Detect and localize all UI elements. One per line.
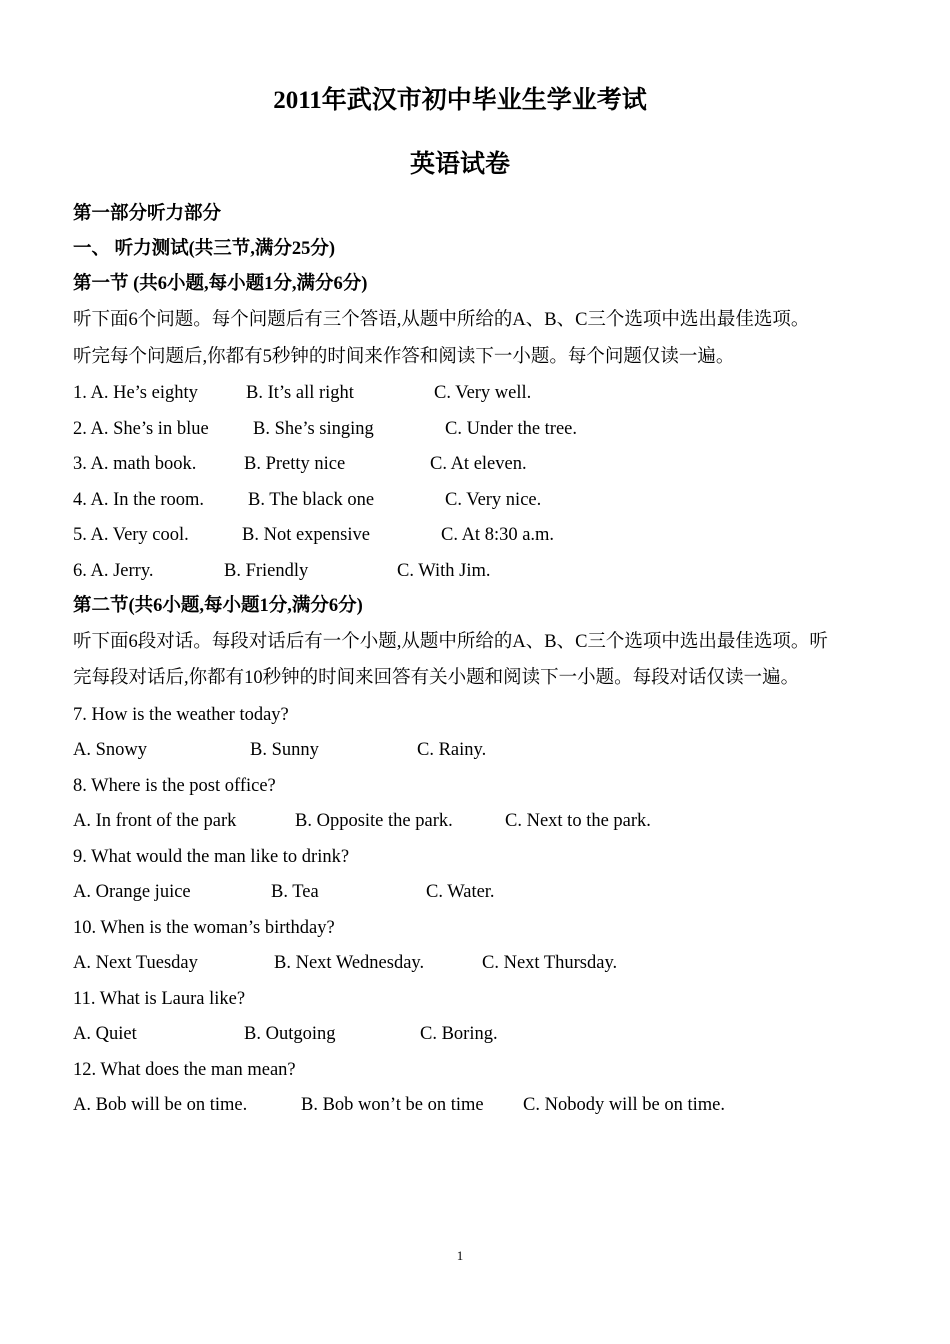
option-c: C. Very well.: [434, 383, 532, 403]
option-b: B. Not expensive: [242, 525, 370, 545]
option-a: 5. A. Very cool.: [73, 525, 189, 545]
option-b: B. Bob won’t be on time: [301, 1095, 484, 1115]
option-a: 4. A. In the room.: [73, 490, 205, 510]
option-c: C. Rainy.: [417, 740, 487, 760]
option-a: A. Next Tuesday: [73, 953, 198, 973]
option-a: 3. A. math book.: [73, 454, 197, 474]
option-b: B. Friendly: [224, 561, 309, 581]
option-b: B. Sunny: [250, 740, 319, 760]
option-c: C. Boring.: [420, 1024, 498, 1044]
option-a: A. In front of the park: [73, 811, 237, 831]
option-b: B. Tea: [271, 882, 319, 902]
page-number: 1: [456, 1248, 464, 1263]
section2-instruction: 完每段对话后,你都有10秒钟的时间来回答有关小题和阅读下一小题。每段对话仅读一遍。: [73, 668, 800, 688]
option-c: C. Water.: [426, 882, 495, 902]
page-title: 2011年武汉市初中毕业生学业考试: [273, 87, 647, 114]
option-a: A. Quiet: [73, 1024, 137, 1044]
option-b: B. The black one: [248, 490, 375, 510]
option-c: C. Next to the park.: [505, 811, 651, 831]
question-text: 10. When is the woman’s birthday?: [73, 918, 335, 938]
option-c: C. Nobody will be on time.: [523, 1095, 725, 1115]
question-text: 7. How is the weather today?: [73, 705, 289, 725]
section2-instruction: 听下面6段对话。每段对话后有一个小题,从题中所给的A、B、C三个选项中选出最佳选项。听: [73, 632, 828, 652]
section2-heading: 第二节(共6小题,每小题1分,满分6分): [73, 596, 363, 616]
option-c: C. At eleven.: [430, 454, 527, 474]
option-c: C. Under the tree.: [445, 419, 578, 439]
option-b: B. Next Wednesday.: [274, 953, 425, 973]
option-c: C. Very nice.: [445, 490, 542, 510]
section1-instruction: 听完每个问题后,你都有5秒钟的时间来作答和阅读下一小题。每个问题仅读一遍。: [73, 347, 735, 367]
part-heading: 第一部分听力部分: [73, 204, 222, 224]
option-b: B. Outgoing: [244, 1024, 336, 1044]
option-a: A. Snowy: [73, 740, 148, 760]
option-a: A. Orange juice: [73, 882, 191, 902]
option-b: B. It’s all right: [246, 383, 354, 403]
section1-heading: 第一节 (共6小题,每小题1分,满分6分): [73, 274, 368, 294]
option-c: C. With Jim.: [397, 561, 491, 581]
section1-instruction: 听下面6个问题。每个问题后有三个答语,从题中所给的A、B、C三个选项中选出最佳选项。: [73, 310, 810, 330]
question-text: 11. What is Laura like?: [73, 989, 246, 1009]
option-a: 1. A. He’s eighty: [73, 383, 198, 403]
section-heading: 一、 听力测试(共三节,满分25分): [73, 239, 336, 259]
option-b: B. She’s singing: [253, 419, 374, 439]
option-a: 2. A. She’s in blue: [73, 419, 209, 439]
question-text: 8. Where is the post office?: [73, 776, 276, 796]
option-c: C. At 8:30 a.m.: [441, 525, 555, 545]
option-b: B. Opposite the park.: [295, 811, 453, 831]
question-text: 9. What would the man like to drink?: [73, 847, 350, 867]
question-text: 12. What does the man mean?: [73, 1060, 296, 1080]
option-a: A. Bob will be on time.: [73, 1095, 248, 1115]
option-c: C. Next Thursday.: [482, 953, 618, 973]
option-b: B. Pretty nice: [244, 454, 346, 474]
option-a: 6. A. Jerry.: [73, 561, 154, 581]
page-subtitle: 英语试卷: [409, 151, 510, 178]
